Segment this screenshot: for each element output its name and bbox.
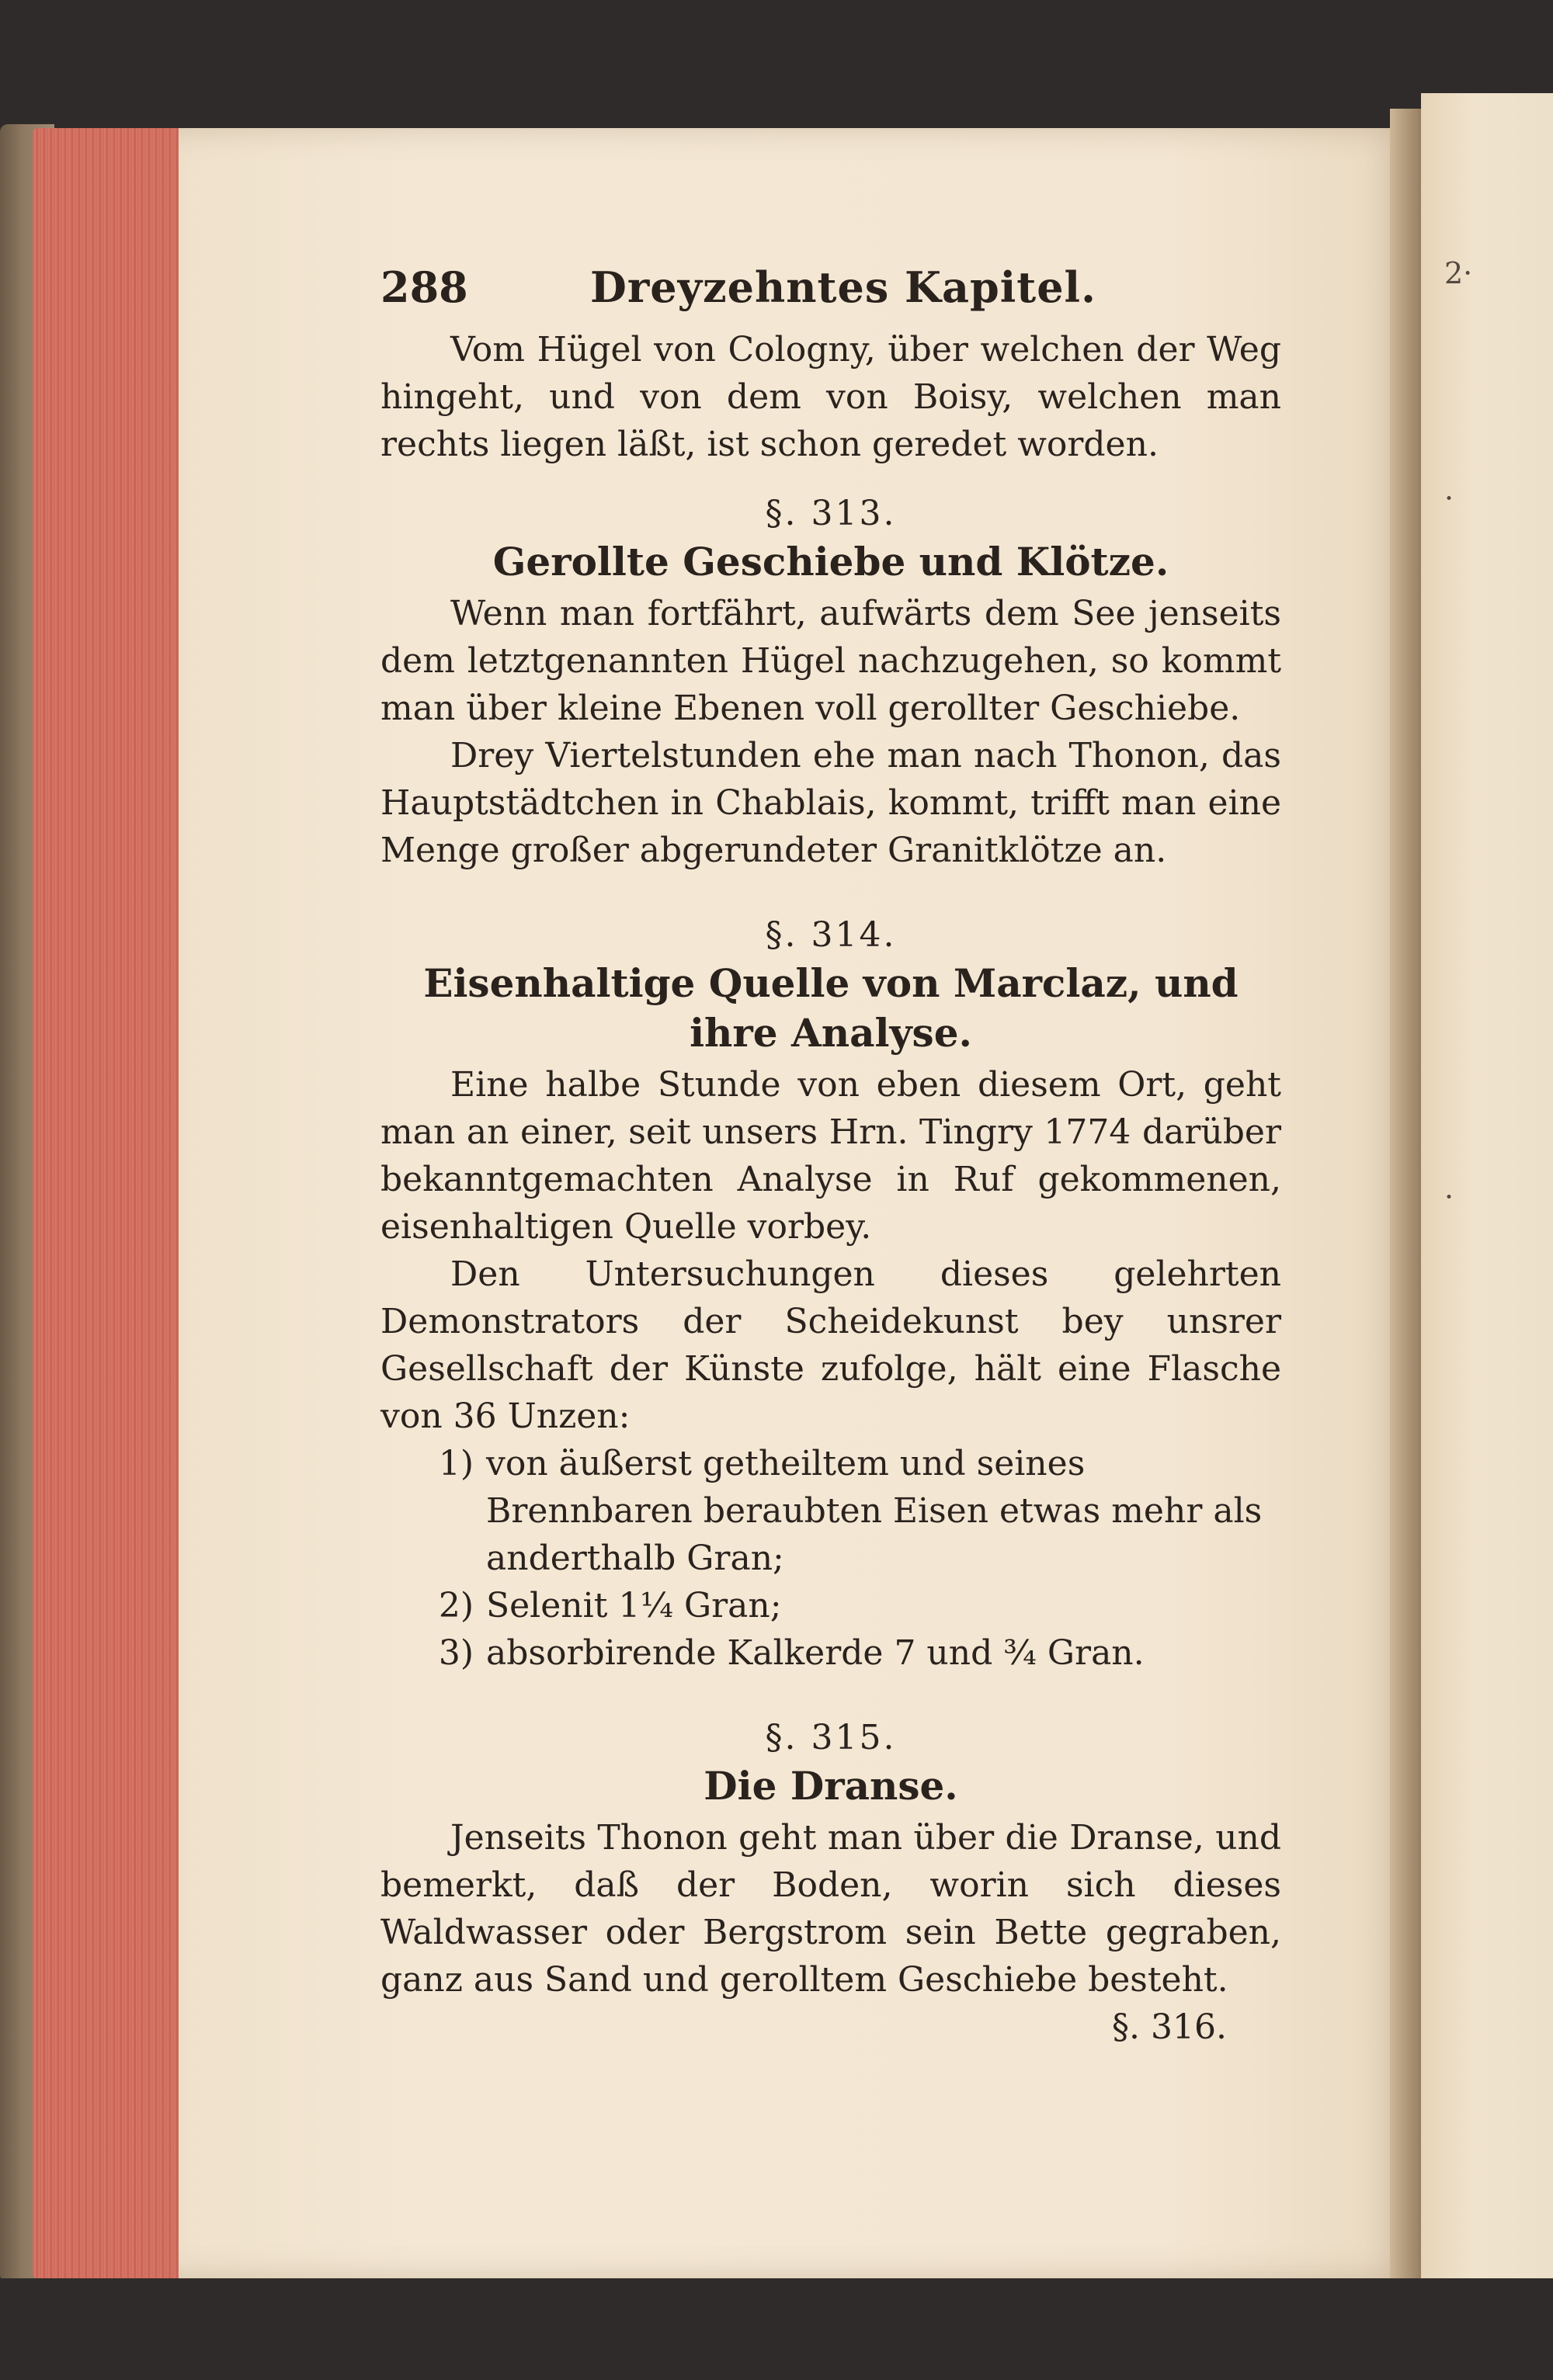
section-314-paragraph-2: Den Untersuchungen dieses gelehrten Demonstrators der Scheidekunst bey unsrer Gesellschaft der Künste zufolge, hält eine Flasche von 36 Unzen: bbox=[380, 1254, 1281, 1436]
section-314-title: Eisenhaltige Quelle von Marclaz, und ihre Analyse. bbox=[423, 960, 1239, 1056]
section-313-number: §. 313. bbox=[765, 494, 897, 533]
list-item bbox=[380, 1440, 1281, 1582]
list-number: 1) bbox=[438, 1444, 474, 1483]
background-bottom bbox=[0, 2278, 1553, 2380]
list-number: 2) bbox=[438, 1586, 474, 1625]
page-edges-red bbox=[33, 128, 188, 2278]
list-number: 3) bbox=[438, 1633, 474, 1673]
list-text: von äußerst getheiltem und seines Brennbaren beraubten Eisen etwas mehr als anderthalb Gran; bbox=[486, 1444, 1263, 1578]
section-314-paragraph-1: Eine halbe Stunde von eben diesem Ort, geht man an einer, seit unsers Hrn. Tingry 1774 darüber bekanntgemachten Analyse in Ruf gekommenen, eisenhaltigen Quelle vorbey. bbox=[380, 1065, 1281, 1247]
catchword: §. 316. bbox=[1112, 2007, 1227, 2047]
section-315-title: Die Dranse. bbox=[704, 1763, 958, 1809]
section-313-paragraph-1: Wenn man fortfährt, aufwärts dem See jenseits dem letztgenannten Hügel nachzugehen, so kommt man über kleine Ebenen voll gerollter Geschiebe. bbox=[380, 594, 1281, 728]
running-head: Dreyzehntes Kapitel. bbox=[590, 262, 1096, 312]
page-header bbox=[380, 264, 1281, 326]
section-315-number: §. 315. bbox=[765, 1718, 897, 1757]
section-314-number: §. 314. bbox=[765, 915, 897, 955]
list-item bbox=[380, 1629, 1281, 1677]
section-313-title: Gerollte Geschiebe und Klötze. bbox=[492, 539, 1169, 585]
section-313-paragraph-2: Drey Viertelstunden ehe man nach Thonon, das Hauptstädtchen in Chablais, kommt, trifft man eine Menge großer abgerundeter Granitklötze an. bbox=[380, 736, 1281, 870]
list-text: absorbirende Kalkerde 7 und ¾ Gran. bbox=[486, 1633, 1145, 1673]
facing-page-fragment: 2· · · bbox=[1421, 93, 1553, 2313]
intro-paragraph: Vom Hügel von Cologny, über welchen der Weg hingeht, und von dem von Boisy, welchen man rechts liegen läßt, ist schon geredet worden. bbox=[380, 330, 1281, 464]
section-315-paragraph-1: Jenseits Thonon geht man über die Dranse, und bemerkt, daß der Boden, worin sich dieses Waldwasser oder Bergstrom sein Bette gegraben, ganz aus Sand und gerolltem Geschiebe besteht. bbox=[380, 1818, 1281, 2000]
page-number: 288 bbox=[380, 262, 468, 312]
list-item bbox=[380, 1582, 1281, 1629]
background-top bbox=[0, 0, 1553, 132]
list-text: Selenit 1¼ Gran; bbox=[486, 1586, 782, 1625]
page-text bbox=[380, 264, 1281, 2051]
